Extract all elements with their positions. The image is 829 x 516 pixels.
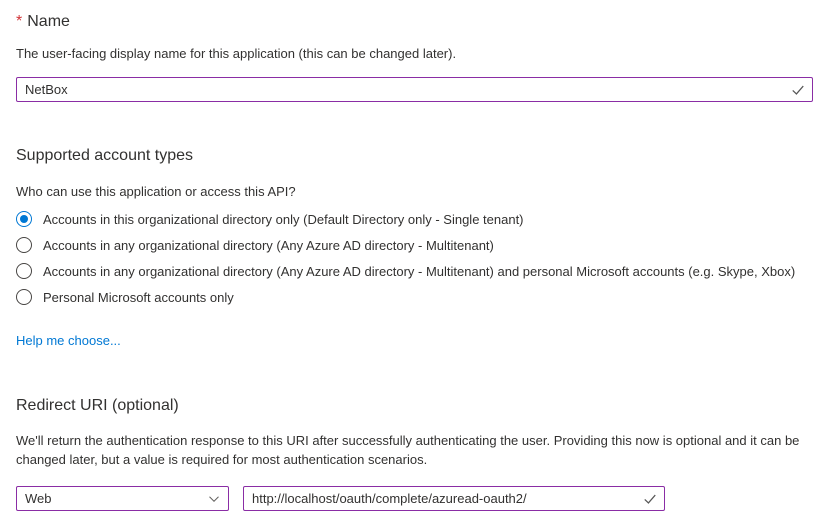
redirect-uri-description: We'll return the authentication response to this URI after successfully authenticating the user. Providing this now is optional and it can be changed later, but a value is required for most authentication scenarios. — [16, 433, 800, 467]
redirect-uri-heading: Redirect URI (optional) — [16, 397, 179, 414]
account-type-option-multitenant-personal[interactable] — [16, 263, 813, 279]
account-type-option-label: Accounts in any organizational directory (Any Azure AD directory - Multitenant) and personal Microsoft accounts (e.g. Skype, Xbox) — [43, 263, 796, 279]
radio-icon[interactable] — [16, 211, 32, 227]
account-type-option-label: Personal Microsoft accounts only — [43, 289, 234, 305]
account-type-option-multitenant[interactable] — [16, 237, 813, 253]
account-type-option-label: Accounts in any organizational directory (Any Azure AD directory - Multitenant) — [43, 237, 494, 253]
account-types-section — [16, 146, 813, 350]
help-me-choose-link[interactable]: Help me choose... — [16, 333, 121, 348]
redirect-uri-input[interactable] — [243, 486, 665, 511]
name-heading-label: Name — [27, 13, 70, 30]
account-types-heading: Supported account types — [16, 147, 194, 164]
radio-icon[interactable] — [16, 289, 32, 305]
redirect-uri-controls — [16, 486, 813, 511]
checkmark-icon — [643, 492, 657, 506]
account-types-radio-group — [16, 211, 813, 305]
checkmark-icon — [791, 83, 805, 97]
platform-select-value: Web — [25, 491, 52, 506]
account-type-option-single-tenant[interactable] — [16, 211, 813, 227]
redirect-uri-input-wrap — [243, 486, 665, 511]
radio-dot — [20, 215, 28, 223]
account-type-option-label: Accounts in this organizational directory only (Default Directory only - Single tenant) — [43, 211, 524, 227]
account-types-question: Who can use this application or access this API? — [16, 184, 296, 199]
redirect-uri-section — [16, 396, 813, 511]
platform-select[interactable] — [16, 486, 229, 511]
required-asterisk: * — [16, 13, 23, 30]
radio-icon[interactable] — [16, 237, 32, 253]
name-description: The user-facing display name for this application (this can be changed later). — [16, 46, 457, 61]
radio-icon[interactable] — [16, 263, 32, 279]
name-input[interactable] — [16, 77, 813, 102]
name-section-heading — [16, 12, 813, 32]
account-type-option-personal-only[interactable] — [16, 289, 813, 305]
chevron-down-icon — [208, 493, 220, 505]
name-input-wrap — [16, 77, 813, 102]
